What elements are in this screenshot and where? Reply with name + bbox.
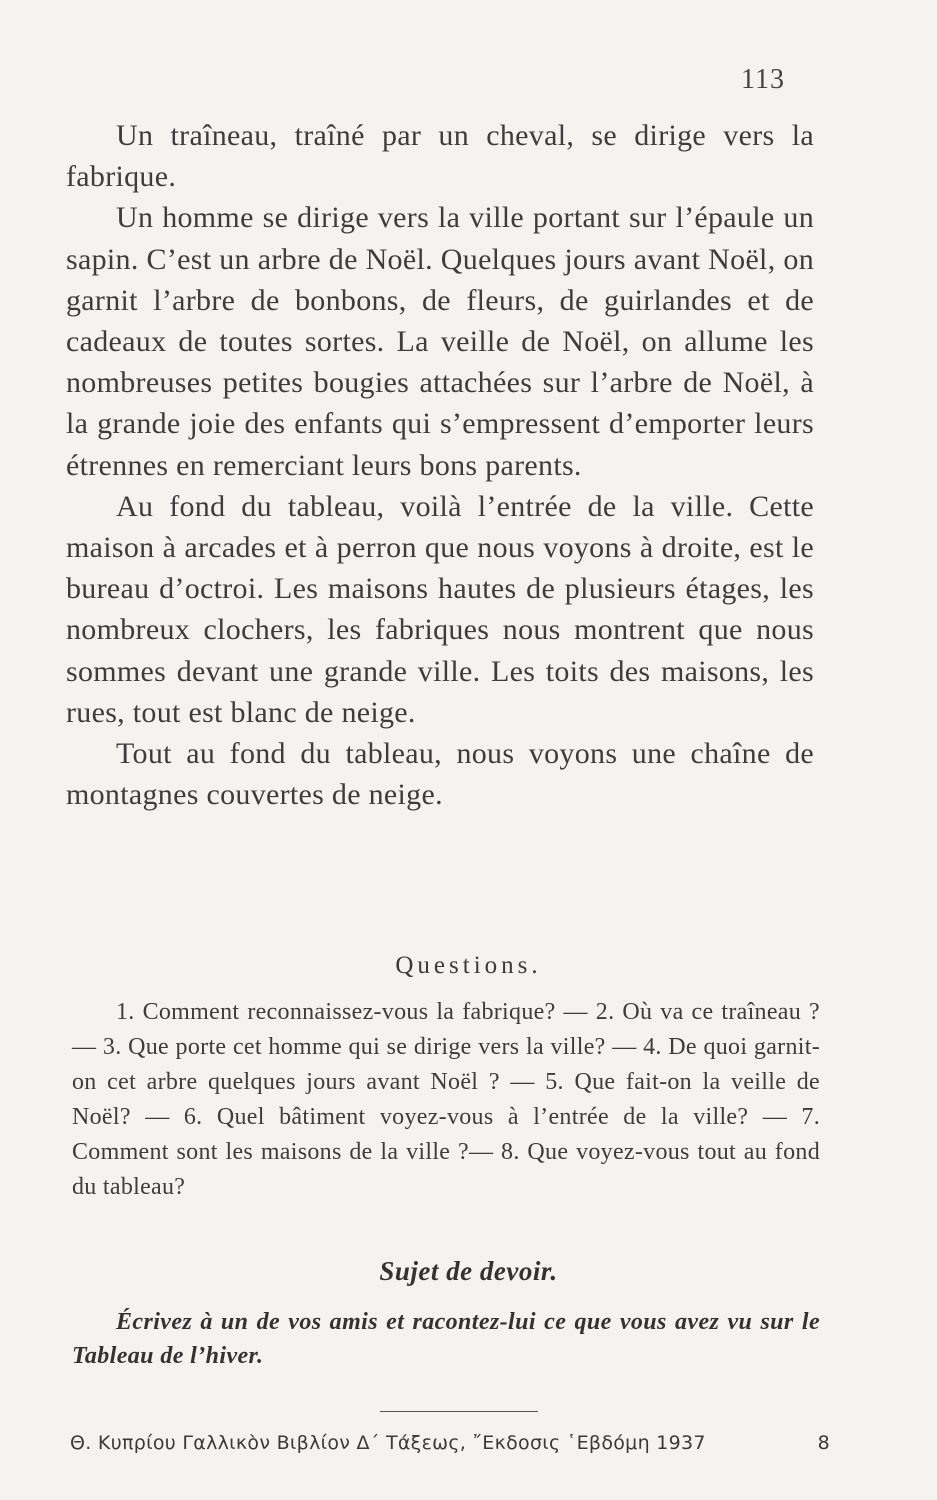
devoir-text: Écrivez à un de vos amis et racontez-lui ce que vous avez vu sur le Tableau de l’hiver.: [72, 1309, 820, 1369]
footer: [70, 1432, 830, 1454]
paragraph-1: Un traîneau, traîné par un cheval, se dirige vers la fabrique.: [66, 119, 814, 194]
main-text: [66, 115, 814, 815]
page-number: 113: [741, 64, 785, 95]
paragraph-4: Tout au fond du tableau, nous voyons une chaîne de montagnes couvertes de neige.: [66, 737, 814, 812]
questions-heading: Questions.: [395, 952, 542, 979]
paragraph-2: Un homme se dirige vers la ville portant sur l’épaule un sapin. C’est un arbre de Noël. Quelques jours avant Noël, on garnit l’arbre de bonbons, de fleurs, de guirlandes et de cadeaux de toutes sortes. La veille de Noël, on allume les nombreuses petites bougies attachées sur l’arbre de Noël, à la grande joie des enfants qui s’empressent d’emporter leurs étrennes en remerciant leurs bons parents.: [66, 201, 814, 482]
footer-publication: Θ. Κυπρίου Γαλλικὸν Βιβλίον Δ΄ Τάξεως, ῎Εκδοσις ῾Εβδόμη 1937: [70, 1432, 706, 1454]
footer-signature-number: 8: [817, 1432, 830, 1454]
devoir-heading: Sujet de devoir.: [379, 1256, 558, 1286]
paragraph-3: Au fond du tableau, voilà l’entrée de la ville. Cette maison à arcades et à perron que nous voyons à droite, est le bureau d’octroi. Les maisons hautes de plusieurs étages, les nombreux clochers, les fabriques nous montrent que nous sommes devant une grande ville. Les toits des maisons, les rues, tout est blanc de neige.: [66, 489, 814, 729]
footer-divider: [380, 1411, 538, 1412]
questions-text: 1. Comment reconnaissez-vous la fabrique? — 2. Où va ce traîneau ?— 3. Que porte cet homme qui se dirige vers la ville? — 4. De quoi garnit-on cet arbre quelques jours avant Noël ? — 5. Que fait-on la veille de Noël? — 6. Quel bâtiment voyez-vous à l’entrée de la ville? — 7. Comment sont les maisons de la ville ?— 8. Que voyez-vous tout au fond du tableau?: [72, 999, 820, 1200]
